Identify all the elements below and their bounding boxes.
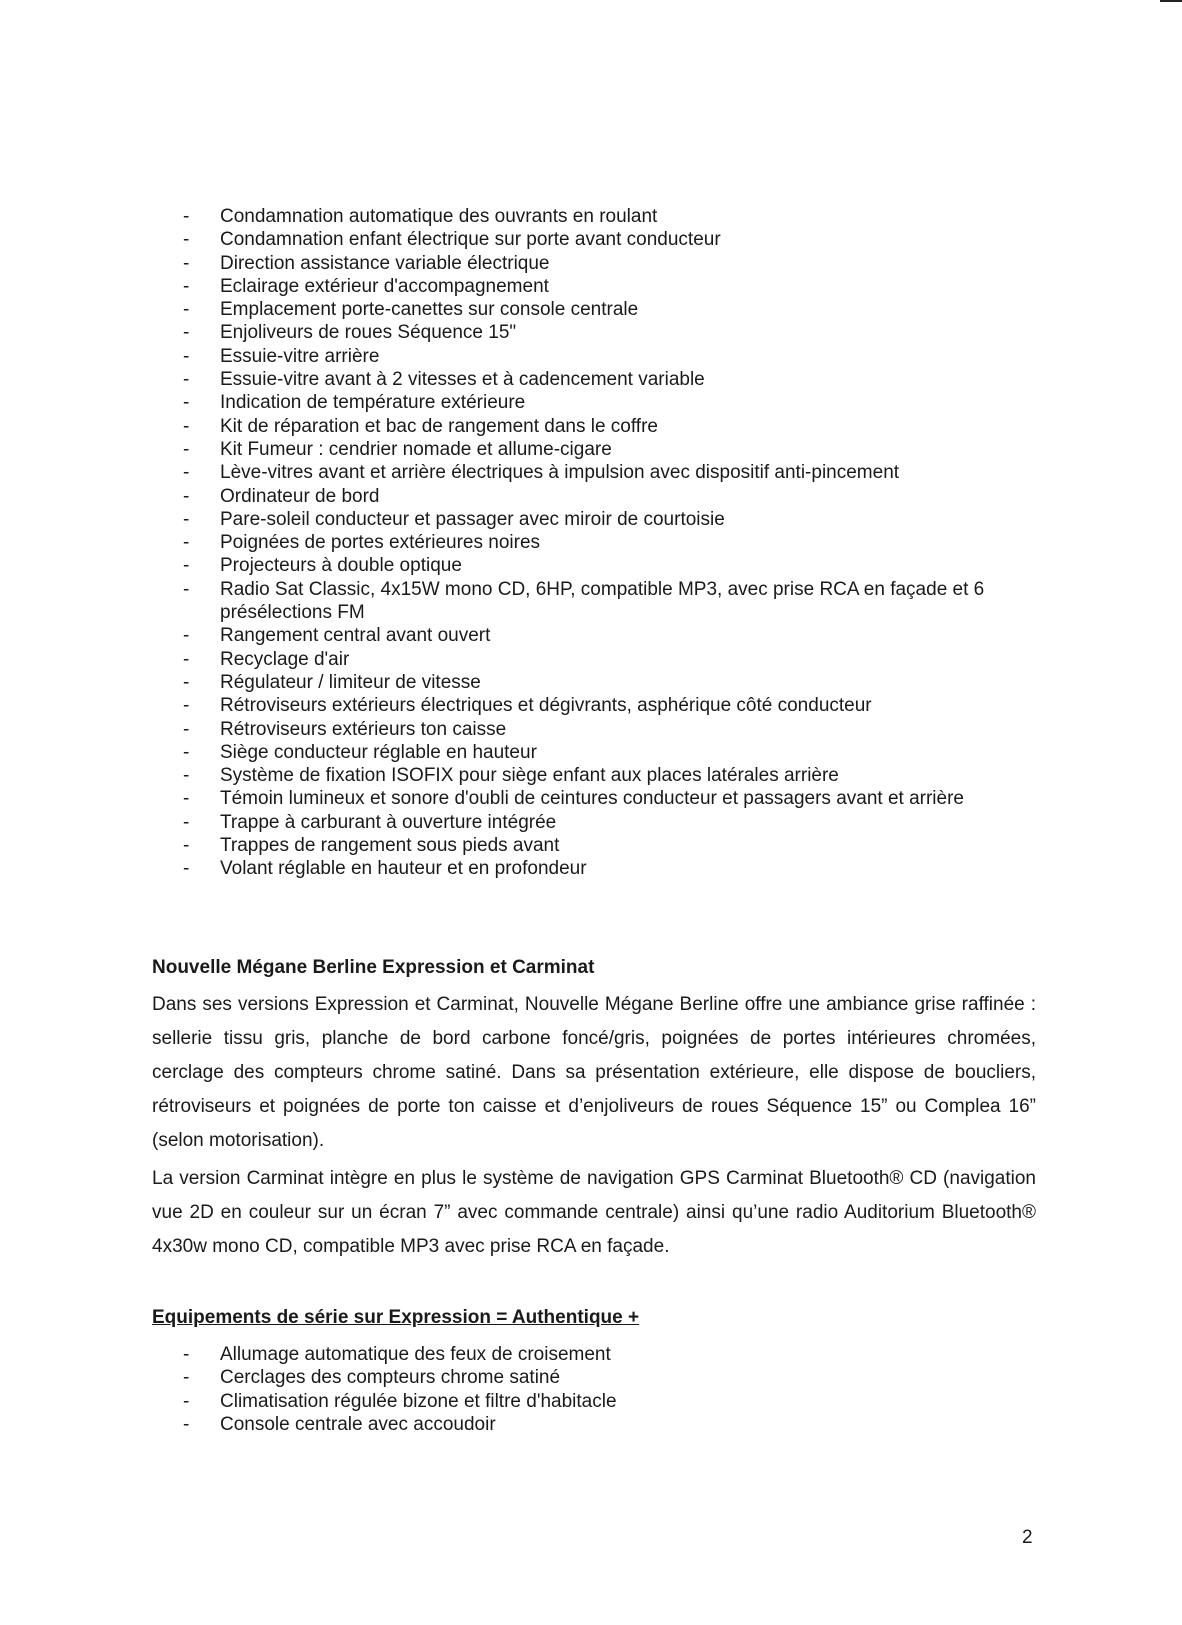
list-item-text: Cerclages des compteurs chrome satiné bbox=[220, 1367, 561, 1389]
list-item bbox=[183, 578, 1063, 625]
list-dash: - bbox=[183, 741, 190, 763]
section-paragraph-carminat: La version Carminat intègre en plus le système de navigation GPS Carminat Bluetooth® CD (navigation vue 2D en couleur sur un écran 7” avec commande centrale) ainsi qu’une radio Auditorium Bluetooth® 4x30w mono CD, compatible MP3 avec prise RCA en façade. bbox=[152, 1168, 1036, 1257]
list-item-text: Emplacement porte-canettes sur console centrale bbox=[220, 299, 639, 321]
expression-equipment-title: Equipements de série sur Expression = Authentique + bbox=[152, 1307, 640, 1328]
list-item-text: Eclairage extérieur d'accompagnement bbox=[220, 275, 549, 297]
list-item-text: Recyclage d'air bbox=[220, 648, 350, 670]
list-item bbox=[183, 368, 1063, 391]
list-dash: - bbox=[183, 345, 190, 367]
list-dash: - bbox=[183, 811, 190, 833]
list-dash: - bbox=[183, 532, 190, 554]
list-dash: - bbox=[183, 508, 190, 530]
list-dash: - bbox=[183, 718, 190, 740]
section-title: Nouvelle Mégane Berline Expression et Carminat bbox=[152, 957, 595, 978]
list-dash: - bbox=[183, 858, 190, 880]
list-dash: - bbox=[183, 835, 190, 857]
list-item-text: Kit de réparation et bac de rangement dans le coffre bbox=[220, 415, 658, 437]
list-item bbox=[183, 415, 1063, 438]
list-item bbox=[183, 252, 1063, 275]
list-dash: - bbox=[183, 625, 190, 647]
list-item bbox=[183, 741, 1063, 764]
list-item bbox=[183, 1413, 883, 1436]
list-dash: - bbox=[183, 462, 190, 484]
list-item-text: Allumage automatique des feux de croisement bbox=[220, 1344, 611, 1365]
list-dash: - bbox=[183, 392, 190, 414]
list-item-text: Direction assistance variable électrique bbox=[220, 252, 550, 274]
list-item bbox=[183, 624, 1063, 647]
list-dash: - bbox=[183, 695, 190, 717]
list-item bbox=[183, 485, 1063, 508]
list-item bbox=[183, 764, 1063, 787]
list-dash: - bbox=[183, 275, 190, 297]
list-item bbox=[183, 787, 1063, 810]
list-item bbox=[183, 531, 1063, 554]
list-item-text: Rétroviseurs extérieurs électriques et dégivrants, asphérique côté conducteur bbox=[220, 695, 872, 717]
list-dash: - bbox=[183, 299, 190, 321]
list-item-text: Volant réglable en hauteur et en profondeur bbox=[220, 858, 587, 880]
list-dash: - bbox=[183, 765, 190, 787]
list-item-text: Rétroviseurs extérieurs ton caisse bbox=[220, 718, 507, 740]
list-item bbox=[183, 438, 1063, 461]
list-item-text: Poignées de portes extérieures noires bbox=[220, 532, 541, 554]
list-item bbox=[183, 811, 1063, 834]
list-item-text: Trappe à carburant à ouverture intégrée bbox=[220, 811, 557, 833]
list-dash: - bbox=[183, 322, 190, 344]
list-item-text: Condamnation automatique des ouvrants en roulant bbox=[220, 206, 658, 227]
list-item bbox=[183, 298, 1063, 321]
list-item-text: Essuie-vitre avant à 2 vitesses et à cadencement variable bbox=[220, 369, 705, 391]
list-dash: - bbox=[183, 788, 190, 810]
list-item bbox=[183, 1366, 883, 1389]
section-paragraph-expression-carminat: Dans ses versions Expression et Carminat, Nouvelle Mégane Berline offre une ambiance grise raffinée : sellerie tissu gris, planche de bord carbone foncé/gris, poignées de portes intérieures chromées, cerclage des compteurs chrome satiné. Dans sa présentation extérieure, elle dispose de boucliers, rétroviseurs et poignées de porte ton caisse et d’enjoliveurs de roues Séquence 15” ou Complea 16” (selon motorisation). bbox=[152, 994, 1036, 1151]
list-dash: - bbox=[183, 1344, 190, 1365]
list-item bbox=[183, 694, 1063, 717]
list-dash: - bbox=[183, 1390, 190, 1412]
list-item bbox=[183, 648, 1063, 671]
list-item bbox=[183, 1390, 883, 1413]
list-item bbox=[183, 857, 1063, 880]
equipment-list bbox=[183, 205, 1063, 881]
list-item bbox=[183, 228, 1063, 251]
list-item bbox=[183, 554, 1063, 577]
page-number: 2 bbox=[1022, 1527, 1033, 1548]
list-item-text: Régulateur / limiteur de vitesse bbox=[220, 671, 481, 693]
list-dash: - bbox=[183, 206, 190, 227]
list-item bbox=[183, 834, 1063, 857]
list-item-text: Condamnation enfant électrique sur porte avant conducteur bbox=[220, 229, 721, 251]
list-dash: - bbox=[183, 555, 190, 577]
list-item-text: Indication de température extérieure bbox=[220, 392, 526, 414]
list-item bbox=[183, 671, 1063, 694]
list-dash: - bbox=[183, 671, 190, 693]
list-item-text: Ordinateur de bord bbox=[220, 485, 380, 507]
list-dash: - bbox=[183, 485, 190, 507]
list-dash: - bbox=[183, 1413, 190, 1435]
list-item-text: Enjoliveurs de roues Séquence 15" bbox=[220, 322, 517, 344]
list-item-text: Trappes de rangement sous pieds avant bbox=[220, 835, 560, 857]
list-item bbox=[183, 321, 1063, 344]
list-item-text: Lève-vitres avant et arrière électriques à impulsion avec dispositif anti-pincement bbox=[220, 462, 900, 484]
list-item bbox=[183, 461, 1063, 484]
list-dash: - bbox=[183, 578, 190, 600]
list-item bbox=[183, 718, 1063, 741]
list-item bbox=[183, 1343, 883, 1366]
list-item-text: Système de fixation ISOFIX pour siège enfant aux places latérales arrière bbox=[220, 765, 839, 787]
list-dash: - bbox=[183, 648, 190, 670]
expression-equipment-list bbox=[183, 1343, 883, 1436]
list-item-text: Siège conducteur réglable en hauteur bbox=[220, 741, 537, 763]
list-dash: - bbox=[183, 1367, 190, 1389]
list-item bbox=[183, 345, 1063, 368]
list-item-text: Rangement central avant ouvert bbox=[220, 625, 491, 647]
list-item-text: Essuie-vitre arrière bbox=[220, 345, 380, 367]
list-dash: - bbox=[183, 369, 190, 391]
list-dash: - bbox=[183, 438, 190, 460]
scan-edge-mark bbox=[1160, 0, 1182, 2]
list-item-text: Projecteurs à double optique bbox=[220, 555, 462, 577]
list-dash: - bbox=[183, 229, 190, 251]
list-dash: - bbox=[183, 252, 190, 274]
list-item-text: Climatisation régulée bizone et filtre d'habitacle bbox=[220, 1390, 617, 1412]
list-item-text: Kit Fumeur : cendrier nomade et allume-cigare bbox=[220, 438, 612, 460]
list-item-text: Console centrale avec accoudoir bbox=[220, 1413, 496, 1435]
list-item bbox=[183, 508, 1063, 531]
list-item-text: Radio Sat Classic, 4x15W mono CD, 6HP, compatible MP3, avec prise RCA en façade et 6 présélections FM bbox=[220, 578, 985, 624]
list-item bbox=[183, 391, 1063, 414]
list-item-text: Témoin lumineux et sonore d'oubli de ceintures conducteur et passagers avant et arrière bbox=[220, 788, 964, 810]
list-item bbox=[183, 275, 1063, 298]
list-item bbox=[183, 205, 1063, 228]
list-item-text: Pare-soleil conducteur et passager avec miroir de courtoisie bbox=[220, 508, 725, 530]
list-dash: - bbox=[183, 415, 190, 437]
